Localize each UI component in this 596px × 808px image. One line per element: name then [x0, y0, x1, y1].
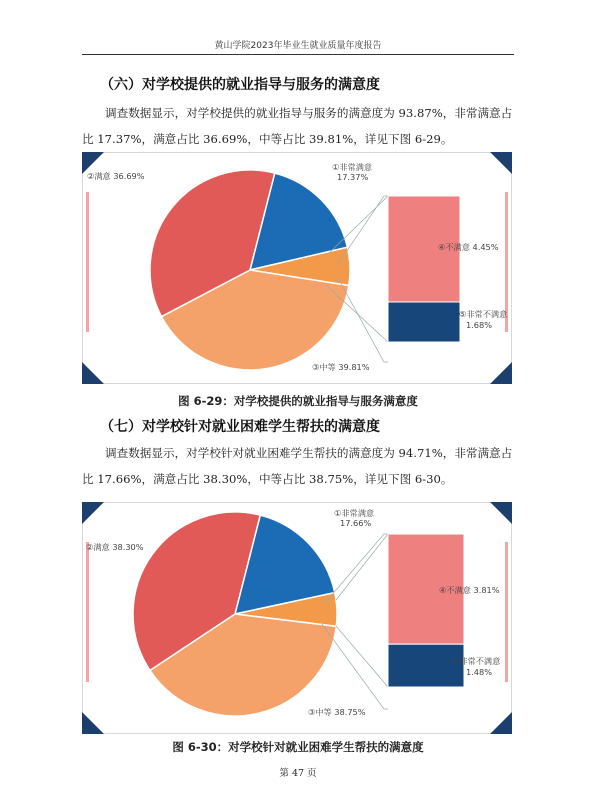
- pie-slices: [133, 512, 337, 716]
- paragraph-line: 比 17.37%，满意占比 36.69%，中等占比 39.81%，详见下图 6-29。: [82, 132, 453, 146]
- breakdown-bar: [388, 196, 460, 342]
- border-stripe-left: [86, 192, 89, 332]
- paragraph-line: 比 17.66%，满意占比 38.30%，中等占比 38.75%，详见下图 6-30。: [82, 472, 453, 486]
- figure-caption-6-30: 图 6-30：对学校针对就业困难学生帮扶的满意度: [172, 740, 424, 754]
- label-satisfied: ②满意 36.69%: [87, 171, 145, 181]
- figure-caption-6-29: 图 6-29：对学校提供的就业指导与服务满意度: [178, 394, 418, 408]
- figure-6-29: [82, 152, 512, 384]
- label-very-satisfied: ①非常满意: [334, 508, 375, 518]
- bar-segment-very-unsatisfied: [388, 302, 460, 342]
- value-very-satisfied: 17.37%: [337, 172, 369, 182]
- paragraph-line: 调查数据显示，对学校提供的就业指导与服务的满意度为 93.87%，非常满意占: [105, 106, 513, 120]
- border-stripe-right: [505, 542, 508, 682]
- value-very-unsatisfied: 1.48%: [466, 667, 493, 677]
- section-heading-6: （六）对学校提供的就业指导与服务的满意度: [100, 77, 380, 93]
- label-very-satisfied: ①非常满意: [332, 162, 373, 172]
- label-medium: ③中等 39.81%: [312, 362, 370, 372]
- section-paragraph-7: [82, 440, 518, 492]
- label-satisfied: ②满意 38.30%: [86, 542, 144, 552]
- label-medium: ③中等 38.75%: [308, 707, 366, 717]
- border-stripe-left: [86, 542, 89, 682]
- paragraph-line: 调查数据显示，对学校针对就业困难学生帮扶的满意度为 94.71%，非常满意占: [105, 446, 513, 460]
- section-heading-7: （七）对学校针对就业困难学生帮扶的满意度: [100, 419, 380, 435]
- pie-chart-6-29: [82, 152, 512, 384]
- page-header: 黄山学院2023年毕业生就业质量年度报告: [214, 41, 382, 51]
- label-unsatisfied: ④不满意 4.45%: [438, 242, 499, 252]
- pie-slices: [150, 170, 350, 370]
- section-paragraph-6: [82, 100, 518, 152]
- value-very-satisfied: 17.66%: [340, 518, 372, 528]
- label-unsatisfied: ④不满意 3.81%: [439, 585, 500, 595]
- figure-6-30: [82, 502, 512, 734]
- header-rule: [82, 54, 514, 55]
- pie-chart-6-30: [82, 502, 512, 734]
- page-number: 第 47 页: [279, 768, 317, 779]
- label-very-unsatisfied: ⑤非常不满意: [459, 309, 508, 319]
- value-very-unsatisfied: 1.68%: [466, 320, 493, 330]
- label-very-unsatisfied: ⑤非常不满意: [452, 656, 501, 666]
